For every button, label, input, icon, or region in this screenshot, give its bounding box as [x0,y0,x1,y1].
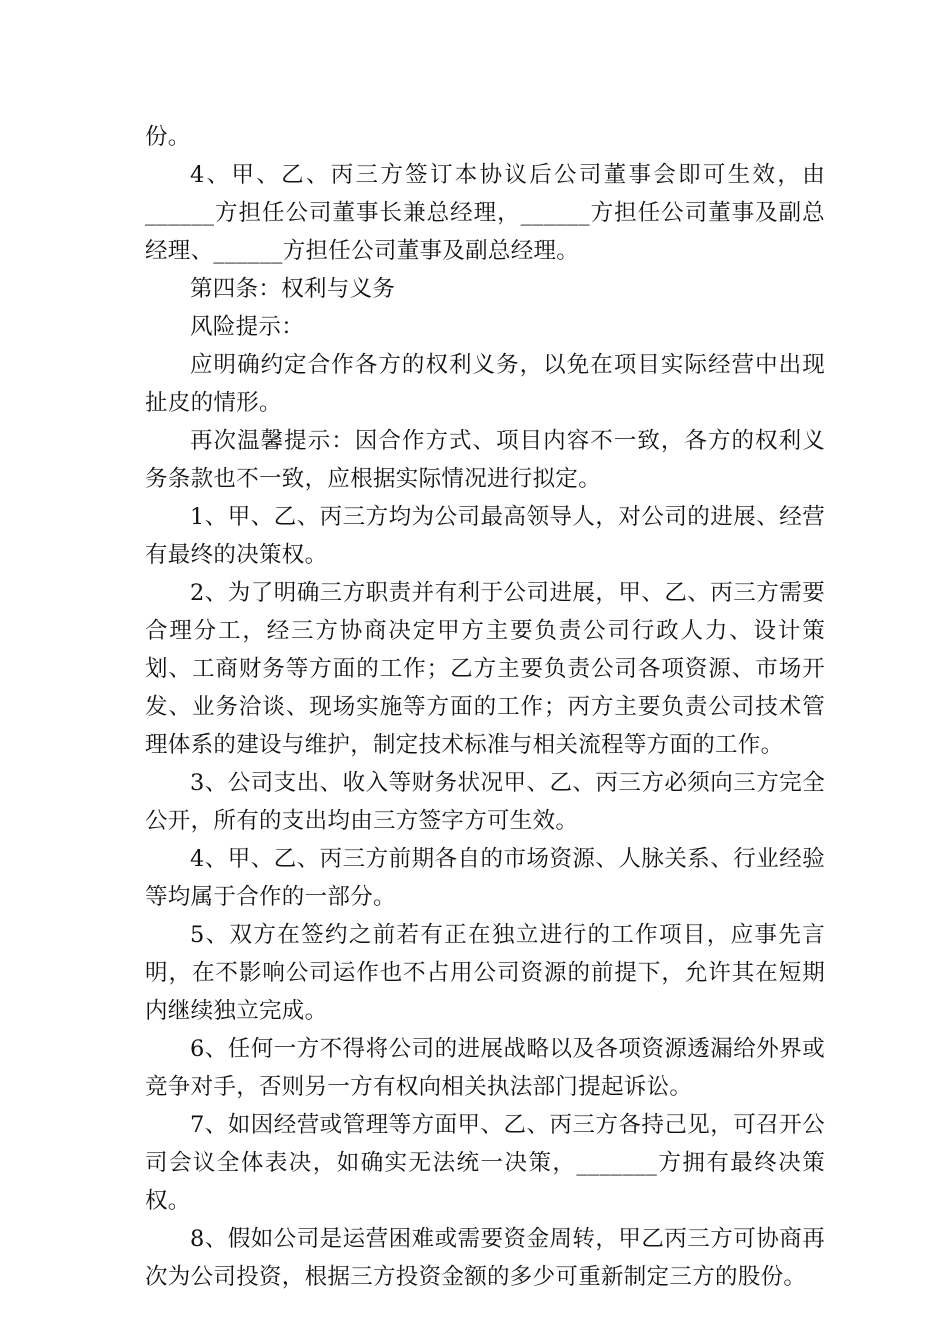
reminder-text: 再次温馨提示：因合作方式、项目内容不一致，各方的权利义务条款也不一致，应根据实际情况进行拟定。 [145,428,825,492]
clause-2-division-of-duties: 2、为了明确三方职责并有利于公司进展，甲、乙、丙三方需要合理分工，经三方协商决定甲方主要负责公司行政人力、设计策划、工商财务等方面的工作；乙方主要负责公司各项资源、市场开发、业务洽谈、现场实施等方面的工作；丙方主要负责公司技术管理体系的建设与维护，制定技术标准与相关流程等方面的工作。 [145,580,825,758]
article-four-heading: 第四条：权利与义务 [190,276,396,302]
clause-4-prior-resources: 4、甲、乙、丙三方前期各自的市场资源、人脉关系、行业经验等均属于合作的一部分。 [145,846,825,910]
risk-warning-label: 风险提示： [190,314,305,340]
clause-4-board-appointment: 4、甲、乙、丙三方签订本协议后公司董事会即可生效，由______方担任公司董事长兼总经理，______方担任公司董事及副总经理、______方担任公司董事及副总经理。 [145,162,825,264]
clause-3-finance-disclosure: 3、公司支出、收入等财务状况甲、乙、丙三方必须向三方完全公开，所有的支出均由三方签字方可生效。 [145,770,825,834]
paragraph-continuation: 份。 [145,124,191,150]
clause-5-existing-projects: 5、双方在签约之前若有正在独立进行的工作项目，应事先言明，在不影响公司运作也不占用公司资源的前提下，允许其在短期内继续独立完成。 [145,922,825,1024]
clause-6-confidentiality: 6、任何一方不得将公司的进展战略以及各项资源透漏给外界或竞争对手，否则另一方有权向相关执法部门提起诉讼。 [145,1036,825,1100]
risk-warning-text: 应明确约定合作各方的权利义务，以免在项目实际经营中出现扯皮的情形。 [145,352,825,416]
clause-1-leadership: 1、甲、乙、丙三方均为公司最高领导人，对公司的进展、经营有最终的决策权。 [145,504,825,568]
clause-8-reinvestment: 8、假如公司是运营困难或需要资金周转，甲乙丙三方可协商再次为公司投资，根据三方投资金额的多少可重新制定三方的股份。 [145,1226,825,1290]
clause-7-decision-making: 7、如因经营或管理等方面甲、乙、丙三方各持己见，可召开公司会议全体表决，如确实无法统一决策，_______方拥有最终决策权。 [145,1112,825,1214]
document-body [145,118,825,1296]
